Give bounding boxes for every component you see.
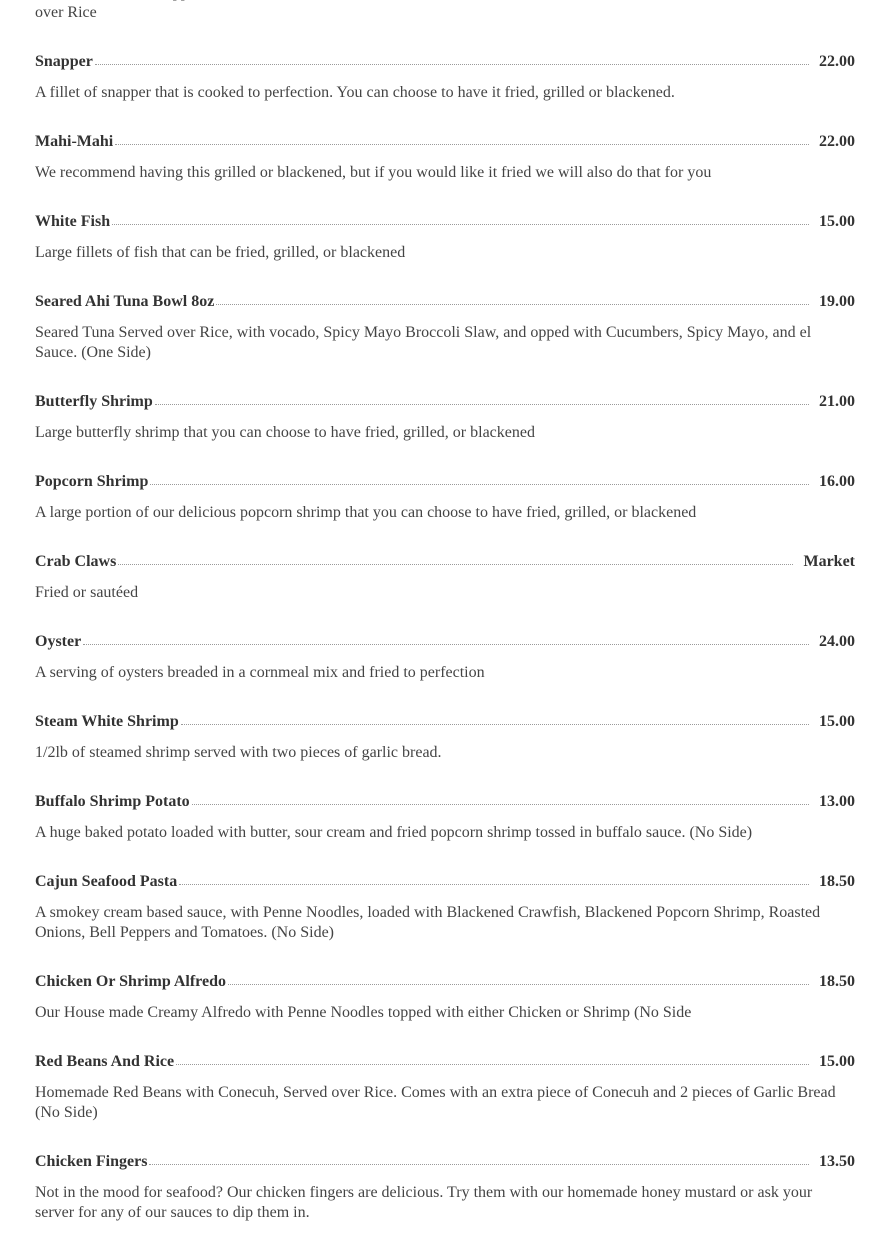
item-description: A huge baked potato loaded with butter, sour cream and fried popcorn shrimp tossed in buffalo sauce. (No Side) <box>35 824 753 841</box>
menu-list <box>35 0 855 1253</box>
dotted-leader <box>228 984 809 985</box>
dotted-leader <box>192 804 809 805</box>
item-header <box>35 873 855 893</box>
menu-item <box>35 553 855 603</box>
item-header <box>35 133 855 153</box>
item-price: 18.50 <box>819 873 855 890</box>
item-description: Large butterfly shrimp that you can choose to have fried, grilled, or blackened <box>35 424 535 441</box>
item-name: Cajun Seafood Pasta <box>35 873 178 890</box>
menu-item <box>35 793 855 843</box>
item-name: Seared Ahi Tuna Bowl 8oz <box>35 293 215 310</box>
item-description: We recommend having this grilled or blackened, but if you would like it fried we will also do that for you <box>35 164 712 181</box>
item-name: Mahi-Mahi <box>35 133 114 150</box>
item-description: Not in the mood for seafood? Our chicken fingers are delicious. Try them with our homemade honey mustard or ask your server for any of our sauces to dip them in. <box>35 1184 813 1221</box>
item-header <box>35 1053 855 1073</box>
menu-item <box>35 293 855 363</box>
item-name: Chicken Fingers <box>35 1153 148 1170</box>
item-header <box>35 473 855 493</box>
item-description: A large portion of our delicious popcorn shrimp that you can choose to have fried, grilled, or blackened <box>35 504 697 521</box>
item-description: over Rice <box>35 4 97 21</box>
item-price: 19.00 <box>819 293 855 310</box>
item-name: Snapper <box>35 53 93 70</box>
item-header <box>35 793 855 813</box>
menu-item <box>35 53 855 103</box>
menu-item-intro <box>35 0 855 23</box>
dotted-leader <box>149 1164 809 1165</box>
item-name: Butterfly Shrimp <box>35 393 153 410</box>
menu-item <box>35 873 855 943</box>
dotted-leader <box>112 224 809 225</box>
item-price: 13.00 <box>819 793 855 810</box>
dotted-leader <box>95 64 809 65</box>
item-name: Oyster <box>35 633 82 650</box>
item-name: Popcorn Shrimp <box>35 473 149 490</box>
item-header <box>35 553 855 573</box>
menu-item <box>35 473 855 523</box>
menu-item <box>35 1053 855 1123</box>
dotted-leader <box>118 564 793 565</box>
item-description: Our House made Creamy Alfredo with Penne Noodles topped with either Chicken or Shrimp (No Side <box>35 1004 692 1021</box>
item-header <box>35 213 855 233</box>
item-name: Chicken Or Shrimp Alfredo <box>35 973 226 990</box>
dotted-leader <box>150 484 809 485</box>
item-header <box>35 1153 855 1173</box>
item-price: 15.00 <box>819 213 855 230</box>
item-price: 15.00 <box>819 1053 855 1070</box>
dotted-leader <box>179 884 809 885</box>
item-description: A smokey cream based sauce, with Penne Noodles, loaded with Blackened Crawfish, Blackened Popcorn Shrimp, Roasted Onions, Bell Peppers and Tomatoes. (No Side) <box>35 904 821 941</box>
item-description: Fried or sautéed <box>35 584 139 601</box>
item-description: 1/2lb of steamed shrimp served with two pieces of garlic bread. <box>35 744 442 761</box>
dotted-leader <box>83 644 809 645</box>
menu-item <box>35 713 855 763</box>
item-header <box>35 713 855 733</box>
menu-item <box>35 133 855 183</box>
menu-item <box>35 973 855 1023</box>
item-name: Buffalo Shrimp Potato <box>35 793 190 810</box>
dotted-leader <box>181 724 809 725</box>
item-header <box>35 393 855 413</box>
item-description: A fillet of snapper that is cooked to perfection. You can choose to have it fried, grilled or blackened. <box>35 84 675 101</box>
item-name: Crab Claws <box>35 553 117 570</box>
item-description: Seared Tuna Served over Rice, with vocado, Spicy Mayo Broccoli Slaw, and opped with Cucumbers, Spicy Mayo, and el Sauce. (One Side) <box>35 324 812 361</box>
item-name: Red Beans And Rice <box>35 1053 175 1070</box>
item-header <box>35 633 855 653</box>
item-description: Large fillets of fish that can be fried, grilled, or blackened <box>35 244 406 261</box>
item-price: Market <box>803 553 855 570</box>
item-price: 22.00 <box>819 53 855 70</box>
item-description: Homemade Red Beans with Conecuh, Served over Rice. Comes with an extra piece of Conecuh and 2 pieces of Garlic Bread (No Side) <box>35 1084 836 1121</box>
item-price: 16.00 <box>819 473 855 490</box>
item-header <box>35 973 855 993</box>
menu-item <box>35 633 855 683</box>
item-header <box>35 293 855 313</box>
dotted-leader <box>176 1064 809 1065</box>
item-price: 15.00 <box>819 713 855 730</box>
item-price: 22.00 <box>819 133 855 150</box>
item-price: 24.00 <box>819 633 855 650</box>
menu-item <box>35 393 855 443</box>
dotted-leader <box>155 404 809 405</box>
menu-item <box>35 1153 855 1223</box>
item-price: 21.00 <box>819 393 855 410</box>
dotted-leader <box>216 304 809 305</box>
menu-item <box>35 213 855 263</box>
item-price: 13.50 <box>819 1153 855 1170</box>
item-header <box>35 53 855 73</box>
item-price: 18.50 <box>819 973 855 990</box>
item-name: Steam White Shrimp <box>35 713 179 730</box>
item-name: White Fish <box>35 213 111 230</box>
dotted-leader <box>115 144 809 145</box>
item-description: A serving of oysters breaded in a cornmeal mix and fried to perfection <box>35 664 485 681</box>
